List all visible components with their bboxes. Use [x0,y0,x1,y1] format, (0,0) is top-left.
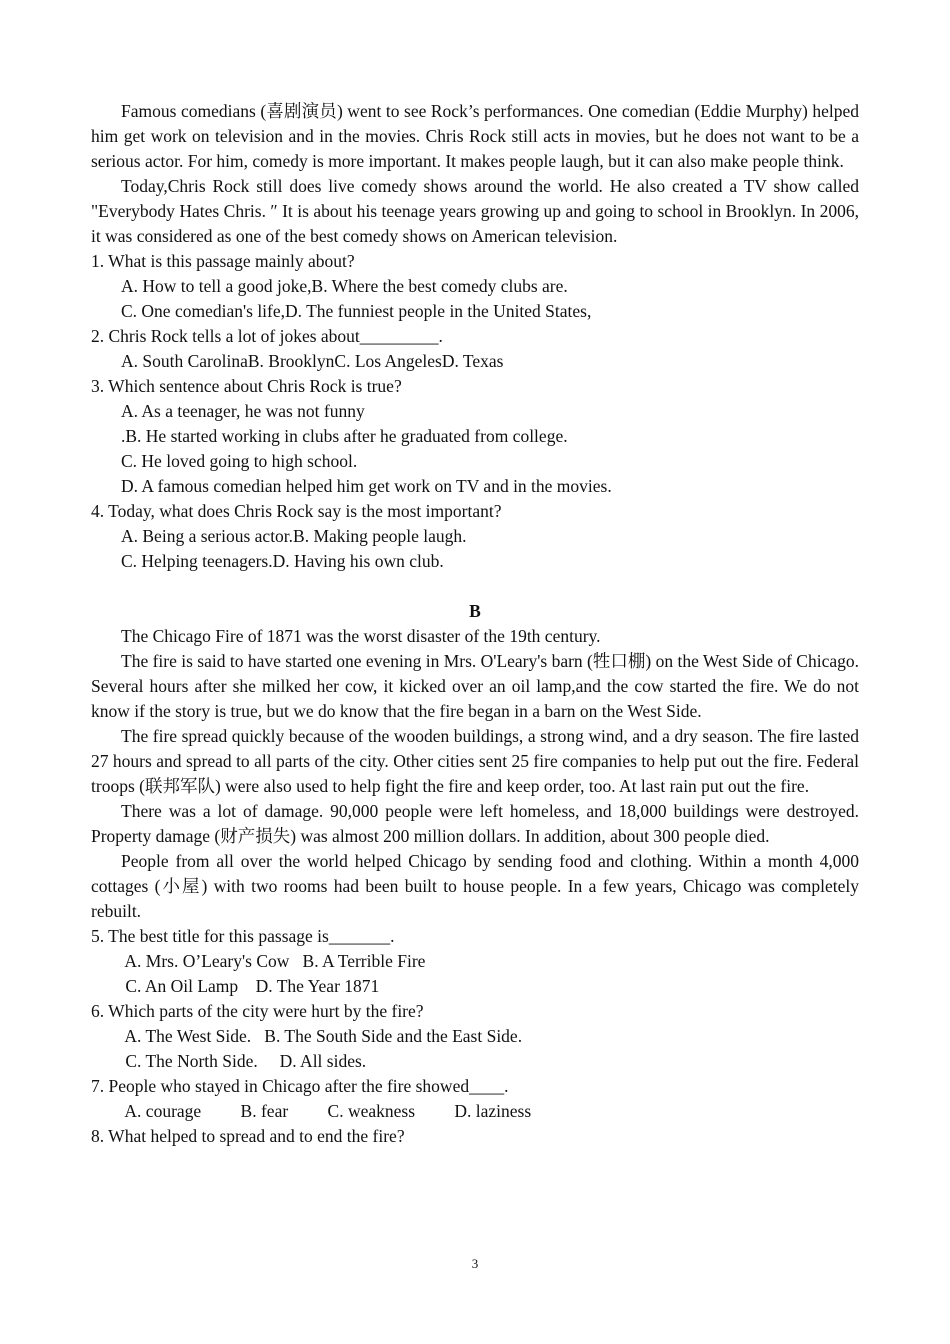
question-5: 5. The best title for this passage is_______. [91,926,395,946]
question-5-options: C. An Oil Lamp D. The Year 1871 [121,976,380,996]
question-2: 2. Chris Rock tells a lot of jokes about_________. [91,326,443,346]
question-2-options: A. South CarolinaB. BrooklynC. Los AngelesD. Texas [121,351,504,371]
section-heading: B [469,601,481,621]
passage-b-paragraph: The fire spread quickly because of the wooden buildings, a strong wind, and a dry season. The fire lasted 27 hours and spread to all parts of the city. Other cities sent 25 fire companies to help put out the fire. Federal troops (联邦军队) were also used to help fight the fire and keep order, too. At last rain put out the fire. [91,726,859,796]
page-number: 3 [471,1256,479,1271]
passage-a-paragraph: Famous comedians (喜剧演员) went to see Rock’s performances. One comedian (Eddie Murphy) helped him get work on television and in the movies. Chris Rock still acts in movies, but he does not want to be a serious actor. For him, comedy is more important. It makes people laugh, but it can also make people think. [91,101,859,171]
question-5-options: A. Mrs. O’Leary's Cow B. A Terrible Fire [121,951,426,971]
question-6: 6. Which parts of the city were hurt by the fire? [91,1001,424,1021]
question-1-options: C. One comedian's life,D. The funniest people in the United States, [121,301,592,321]
question-6-options: A. The West Side. B. The South Side and the East Side. [121,1026,523,1046]
passage-b-paragraph: The fire is said to have started one evening in Mrs. O'Leary's barn (牲口棚) on the West Side of Chicago. Several hours after she milked her cow, it kicked over an oil lamp,and the cow started the fire. We do not know if the story is true, but we do know that the fire began in a barn on the West Side. [91,651,859,721]
question-3: 3. Which sentence about Chris Rock is true? [91,376,402,396]
question-7-options: A. courage B. fear C. weakness D. laziness [121,1101,532,1121]
question-4: 4. Today, what does Chris Rock say is the most important? [91,501,502,521]
passage-a-paragraph: Today,Chris Rock still does live comedy shows around the world. He also created a TV show called "Everybody Hates Chris. ″ It is about his teenage years growing up and going to school in Brooklyn. In 2006, it was considered as one of the best comedy shows on American television. [91,176,859,246]
question-4-options: C. Helping teenagers.D. Having his own club. [121,551,444,571]
passage-b-paragraph: The Chicago Fire of 1871 was the worst disaster of the 19th century. [121,626,601,646]
question-7: 7. People who stayed in Chicago after the fire showed____. [91,1076,509,1096]
passage-b-paragraph: There was a lot of damage. 90,000 people were left homeless, and 18,000 buildings were destroyed. Property damage (财产损失) was almost 200 million dollars. In addition, about 300 people died. [91,801,859,846]
question-1: 1. What is this passage mainly about? [91,251,355,271]
passage-b-paragraph: People from all over the world helped Chicago by sending food and clothing. Within a month 4,000 cottages (小屋) with two rooms had been built to house people. In a few years, Chicago was completely rebuilt. [91,851,859,921]
question-3-option: .B. He started working in clubs after he graduated from college. [121,426,568,446]
question-3-option: D. A famous comedian helped him get work on TV and in the movies. [121,476,612,496]
page-content [91,99,859,1149]
question-6-options: C. The North Side. D. All sides. [121,1051,367,1071]
question-1-options: A. How to tell a good joke,B. Where the best comedy clubs are. [121,276,568,296]
question-3-option: C. He loved going to high school. [121,451,358,471]
question-8: 8. What helped to spread and to end the fire? [91,1126,405,1146]
question-3-option: A. As a teenager, he was not funny [121,401,365,421]
question-4-options: A. Being a serious actor.B. Making people laugh. [121,526,467,546]
